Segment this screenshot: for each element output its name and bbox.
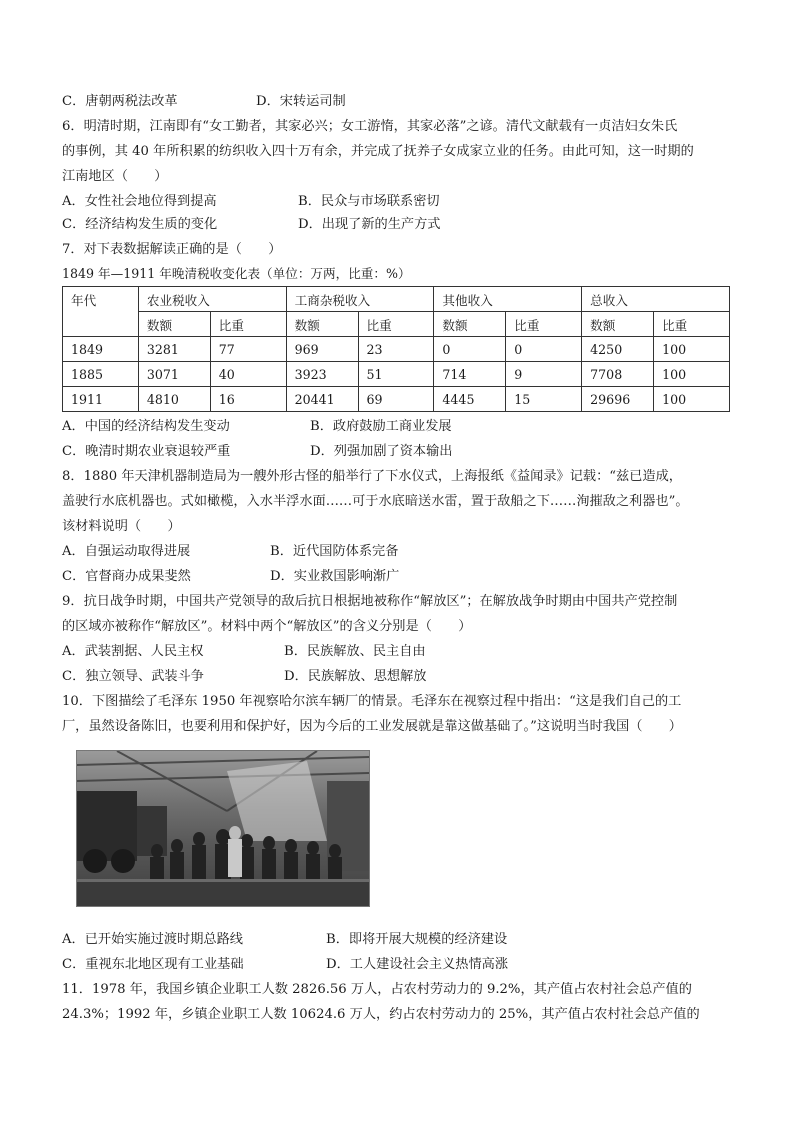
cell: 40 xyxy=(210,362,286,387)
q6-option-d: D．出现了新的生产方式 xyxy=(298,217,441,232)
q7-stem: 7．对下表数据解读正确的是（ ） xyxy=(62,242,282,257)
cell: 4445 xyxy=(434,387,506,412)
cell: 0 xyxy=(506,337,582,362)
q5-option-c: C．唐朝两税法改革 xyxy=(62,94,178,109)
q9-option-d: D．民族解放、思想解放 xyxy=(284,669,427,684)
cell: 4810 xyxy=(138,387,210,412)
q8-option-b: B．近代国防体系完备 xyxy=(270,544,399,559)
subheader-ratio: 比重 xyxy=(506,312,582,337)
cell: 29696 xyxy=(582,387,654,412)
q10-stem-line1: 10．下图描绘了毛泽东 1950 年视察哈尔滨车辆厂的情景。毛泽东在视察过程中指出：“这是我们自己的工 xyxy=(62,694,682,709)
cell: 23 xyxy=(358,337,434,362)
q9-option-b: B．民族解放、民主自由 xyxy=(284,644,426,659)
cell: 3071 xyxy=(138,362,210,387)
q7-option-a: A．中国的经济结构发生变动 xyxy=(62,419,230,434)
q6-option-c: C．经济结构发生质的变化 xyxy=(62,217,218,232)
cell: 4250 xyxy=(582,337,654,362)
q10-option-c: C．重视东北地区现有工业基础 xyxy=(62,957,244,972)
q8-stem-line1: 8．1880 年天津机器制造局为一艘外形古怪的船举行了下水仪式，上海报纸《益闻录》记载：“兹已造成， xyxy=(62,469,682,484)
q6-stem-line1: 6．明清时期，江南即有“女工勤者，其家必兴；女工游惰，其家必落”之谚。清代文献载有一贞洁妇女朱氏 xyxy=(62,119,678,134)
factory-scene-illustration xyxy=(77,751,369,906)
cell: 16 xyxy=(210,387,286,412)
q10-option-a: A．已开始实施过渡时期总路线 xyxy=(62,932,243,947)
subheader-amount: 数额 xyxy=(582,312,654,337)
header-agri-tax: 农业税收入 xyxy=(138,287,286,312)
cell: 969 xyxy=(286,337,358,362)
q8-option-c: C．官督商办成果斐然 xyxy=(62,569,191,584)
cell: 3281 xyxy=(138,337,210,362)
cell: 15 xyxy=(506,387,582,412)
q7-option-c: C．晚清时期农业衰退较严重 xyxy=(62,444,231,459)
q8-option-a: A．自强运动取得进展 xyxy=(62,544,191,559)
cell: 1885 xyxy=(63,362,139,387)
q11-stem-line2: 24.3%；1992 年，乡镇企业职工人数 10624.6 万人，约占农村劳动力的 25%，其产值占农村社会总产值的 xyxy=(62,1007,700,1022)
cell: 77 xyxy=(210,337,286,362)
cell: 714 xyxy=(434,362,506,387)
table-row xyxy=(63,337,730,362)
q10-option-b: B．即将开展大规模的经济建设 xyxy=(326,932,508,947)
q10-option-d: D．工人建设社会主义热情高涨 xyxy=(326,957,509,972)
subheader-amount: 数额 xyxy=(138,312,210,337)
table-header-row xyxy=(63,287,730,312)
q7-option-d: D．列强加剧了资本输出 xyxy=(310,444,453,459)
q9-stem-line2: 的区域亦被称作“解放区”。材料中两个“解放区”的含义分别是（ ） xyxy=(62,619,472,634)
q11-stem-line1: 11．1978 年，我国乡镇企业职工人数 2826.56 万人，占农村劳动力的 9.2%，其产值占农村社会总产值的 xyxy=(62,982,692,997)
subheader-ratio: 比重 xyxy=(358,312,434,337)
inspection-photo xyxy=(76,750,370,907)
q8-option-d: D．实业救国影响渐广 xyxy=(270,569,400,584)
cell: 51 xyxy=(358,362,434,387)
table-subheader-row xyxy=(63,312,730,337)
cell: 20441 xyxy=(286,387,358,412)
q6-option-a: A．女性社会地位得到提高 xyxy=(62,194,217,209)
q6-stem-line3: 江南地区（ ） xyxy=(62,169,168,184)
cell: 1911 xyxy=(63,387,139,412)
q7-table-caption: 1849 年—1911 年晚清税收变化表（单位：万两，比重：%） xyxy=(62,266,411,281)
cell: 3923 xyxy=(286,362,358,387)
cell: 9 xyxy=(506,362,582,387)
cell: 7708 xyxy=(582,362,654,387)
table-row xyxy=(63,387,730,412)
q10-stem-line2: 厂，虽然设备陈旧，也要利用和保护好，因为今后的工业发展就是靠这做基础了。”这说明当时我国（ ） xyxy=(62,719,682,734)
cell: 100 xyxy=(654,387,730,412)
header-other-income: 其他收入 xyxy=(434,287,582,312)
header-year: 年代 xyxy=(63,287,139,337)
q6-option-b: B．民众与市场联系密切 xyxy=(298,194,440,209)
cell: 100 xyxy=(654,362,730,387)
q9-stem-line1: 9．抗日战争时期，中国共产党领导的敌后抗日根据地被称作“解放区”；在解放战争时期由中国共产党控制 xyxy=(62,594,678,609)
q9-option-a: A．武装割据、人民主权 xyxy=(62,644,204,659)
header-commerce-tax: 工商杂税收入 xyxy=(286,287,434,312)
subheader-ratio: 比重 xyxy=(210,312,286,337)
q8-stem-line3: 该材料说明（ ） xyxy=(62,519,181,534)
tax-table xyxy=(62,286,730,412)
q6-stem-line2: 的事例，其 40 年所积累的纺织收入四十万有余，并完成了抚养子女成家立业的任务。由此可知，这一时期的 xyxy=(62,144,694,159)
q8-stem-line2: 盖驶行水底机器也。式如橄榄，入水半浮水面……可于水底暗送水雷，置于敌船之下……洵摧敌之利器也”。 xyxy=(62,494,689,509)
q5-option-d: D．宋转运司制 xyxy=(256,94,346,109)
cell: 0 xyxy=(434,337,506,362)
q9-option-c: C．独立领导、武装斗争 xyxy=(62,669,204,684)
cell: 100 xyxy=(654,337,730,362)
table-row xyxy=(63,362,730,387)
subheader-amount: 数额 xyxy=(434,312,506,337)
header-total-income: 总收入 xyxy=(582,287,730,312)
subheader-ratio: 比重 xyxy=(654,312,730,337)
q7-option-b: B．政府鼓励工商业发展 xyxy=(310,419,452,434)
cell: 1849 xyxy=(63,337,139,362)
subheader-amount: 数额 xyxy=(286,312,358,337)
cell: 69 xyxy=(358,387,434,412)
